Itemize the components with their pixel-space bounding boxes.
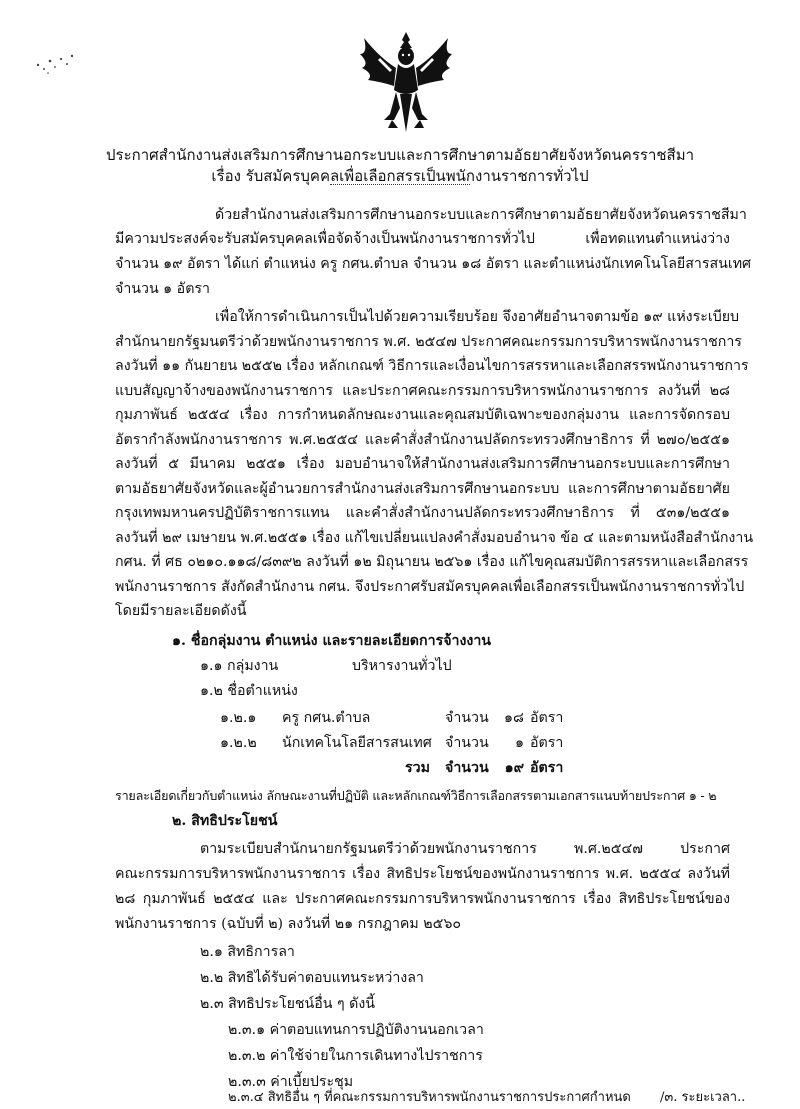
position-2-no: ๑.๒.๒ <box>220 735 257 751</box>
continuation-marker: /๓. ระยะเวลา.. <box>660 1090 746 1105</box>
authority-line-4: แบบสัญญาจ้างของพนักงานราชการ และประกาศคณะกรรมการบริหารพนักงานราชการ ลงวันที่ ๒๘ <box>115 383 730 399</box>
position-2-name: นักเทคโนโลยีสารสนเทศ <box>282 735 432 751</box>
authority-line-11: กศน. ที่ ศธ ๐๒๑๐.๑๑๘/๘๓๙๒ ลงวันที่ ๑๒ มิถุนายน ๒๕๖๑ เรื่อง แก้ไขคุณสมบัติการสรรหาและเลือกสรร <box>115 554 749 570</box>
group-label: ๑.๑ กลุ่มงาน <box>200 658 279 674</box>
authority-line-6: อัตรากำลังพนักงานราชการ พ.ศ.๒๕๕๔ และคำสั่งสำนักงานปลัดกระทรวงศึกษาธิการ ที่ ๒๗๐/๒๕๕๑ <box>115 432 730 448</box>
benefit-item-2: ๒.๒ สิทธิได้รับค่าตอบแทนระหว่างลา <box>200 970 424 986</box>
authority-line-2: สำนักนายกรัฐมนตรีว่าด้วยพนักงานราชการ พ.ศ. ๒๕๔๗ ประกาศคณะกรรมการบริหารพนักงานราชการ <box>115 334 742 350</box>
benefit-subitem-1: ๒.๓.๑ ค่าตอบแทนการปฏิบัติงานนอกเวลา <box>228 1022 484 1038</box>
total-label: รวม <box>405 760 430 776</box>
authority-line-8: ตามอัธยาศัยจังหวัดและผู้อำนวยการสำนักงานส่งเสริมการศึกษานอกระบบ และการศึกษาตามอัธยาศัย <box>115 481 730 497</box>
authority-line-3: ลงวันที่ ๑๑ กันยายน ๒๕๕๒ เรื่อง หลักเกณฑ์ วิธีการและเงื่อนไขการสรรหาและเลือกสรรพนักงานราชการ <box>115 358 749 374</box>
document-title-line1: ประกาศสำนักงานส่งเสริมการศึกษานอกระบบและการศึกษาตามอัธยาศัยจังหวัดนครราชสีมา <box>105 146 695 164</box>
intro-line-4: จำนวน ๑ อัตรา <box>115 281 210 297</box>
position-label: ๑.๒ ชื่อตำแหน่ง <box>200 683 298 699</box>
scan-specks-icon <box>30 45 80 80</box>
section2-line-3: ๒๘ กุมภาพันธ์ ๒๕๕๔ และ ประกาศคณะกรรมการบริหารพนักงานราชการ เรื่อง สิทธิประโยชน์ของ <box>115 891 730 907</box>
authority-line-5: กุมภาพันธ์ ๒๕๕๔ เรื่อง การกำหนดลักษณะงานและคุณสมบัติเฉพาะของกลุ่มงาน และการจัดกรอบ <box>115 407 730 423</box>
position-1-unit: อัตรา <box>530 710 564 726</box>
benefit-subitem-3: ๒.๓.๓ ค่าเบี้ยประชุม <box>228 1074 354 1090</box>
authority-line-1: เพื่อให้การดำเนินการเป็นไปด้วยความเรียบร้อย จึงอาศัยอำนาจตามข้อ ๑๙ แห่งระเบียบ <box>215 309 740 325</box>
garuda-emblem-icon <box>350 28 462 140</box>
total-qty: ๑๙ <box>504 760 524 776</box>
section2-heading: ๒. สิทธิประโยชน์ <box>172 813 278 829</box>
total-qty-label: จำนวน <box>445 760 489 776</box>
position-1-no: ๑.๒.๑ <box>220 710 257 726</box>
section1-heading: ๑. ชื่อกลุ่มงาน ตำแหน่ง และรายละเอียดการจ้างงาน <box>172 633 491 649</box>
position-1-qty: ๑๘ <box>504 710 524 726</box>
total-unit: อัตรา <box>530 760 564 776</box>
benefit-subitem-4: ๒.๓.๔ สิทธิอื่น ๆ ที่คณะกรรมการบริหารพนักงานราชการประกาศกำหนด <box>228 1090 631 1105</box>
position-1-name: ครู กศน.ตำบล <box>282 710 371 726</box>
authority-line-12: พนักงานราชการ สังกัดสำนักงาน กศน. จึงประกาศรับสมัครบุคคลเพื่อเลือกสรรเป็นพนักงานราชการทั่วไป <box>115 579 745 595</box>
section1-note: รายละเอียดเกี่ยวกับตำแหน่ง ลักษณะงานที่ปฏิบัติ และหลักเกณฑ์วิธีการเลือกสรรตามเอกสารแนบท้ายประกาศ ๑ - ๒ <box>115 788 717 803</box>
title-divider <box>330 184 470 185</box>
document-title-line2: เรื่อง รับสมัครบุคคลเพื่อเลือกสรรเป็นพนักงานราชการทั่วไป <box>211 167 589 185</box>
benefit-item-3: ๒.๓ สิทธิประโยชน์อื่น ๆ ดังนี้ <box>200 996 375 1012</box>
authority-line-7: ลงวันที่ ๕ มีนาคม ๒๕๕๑ เรื่อง มอบอำนาจให้สำนักงานส่งเสริมการศึกษานอกระบบและการศึกษา <box>115 456 730 472</box>
authority-line-13: โดยมีรายละเอียดดังนี้ <box>115 603 247 619</box>
benefit-subitem-2: ๒.๓.๒ ค่าใช้จ่ายในการเดินทางไปราชการ <box>228 1048 483 1064</box>
section2-line-2: คณะกรรมการบริหารพนักงานราชการ เรื่อง สิทธิประโยชน์ของพนักงานราชการ พ.ศ. ๒๕๕๔ ลงวันที่ <box>115 866 730 882</box>
intro-line-1: ด้วยสำนักงานส่งเสริมการศึกษานอกระบบและการศึกษาตามอัธยาศัยจังหวัดนครราชสีมา <box>215 207 747 223</box>
authority-line-10: ลงวันที่ ๒๙ เมษายน พ.ศ.๒๕๕๑ เรื่อง แก้ไขเปลี่ยนแปลงคำสั่งมอบอำนาจ ข้อ ๔ และตามหนังสือสำนักงาน <box>115 530 754 546</box>
intro-line-3: จำนวน ๑๙ อัตรา ได้แก่ ตำแหน่ง ครู กศน.ตำบล จำนวน ๑๘ อัตรา และตำแหน่งนักเทคโนโลยีสารสนเทศ <box>115 256 752 272</box>
section2-line-1: ตามระเบียบสำนักนายกรัฐมนตรีว่าด้วยพนักงานราชการ พ.ศ.๒๕๔๗ ประกาศ <box>200 841 730 857</box>
position-2-qty-label: จำนวน <box>445 735 489 751</box>
authority-line-9: กรุงเทพมหานครปฏิบัติราชการแทน และคำสั่งสำนักงานปลัดกระทรวงศึกษาธิการ ที่ ๕๓๑/๒๕๕๑ <box>115 505 730 521</box>
position-1-qty-label: จำนวน <box>445 710 489 726</box>
position-2-unit: อัตรา <box>530 735 564 751</box>
section2-line-4: พนักงานราชการ (ฉบับที่ ๒) ลงวันที่ ๒๑ กรกฎาคม ๒๕๖๐ <box>115 916 462 932</box>
position-2-qty: ๑ <box>514 735 524 751</box>
benefit-item-1: ๒.๑ สิทธิการลา <box>200 944 295 960</box>
intro-line-2: มีความประสงค์จะรับสมัครบุคคลเพื่อจัดจ้างเป็นพนักงานราชการทั่วไป เพื่อทดแทนตำแหน่งว่าง <box>115 231 730 247</box>
group-value: บริหารงานทั่วไป <box>352 658 452 674</box>
